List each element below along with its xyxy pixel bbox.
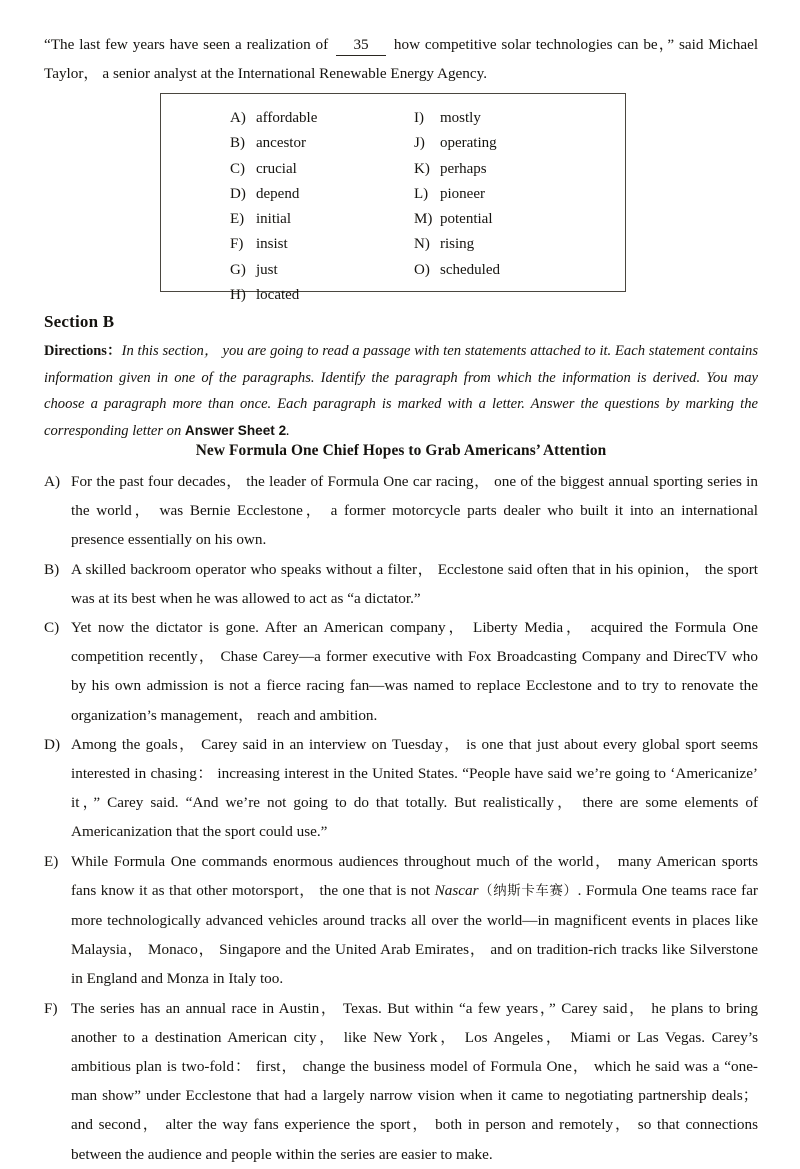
paragraph-d — [44, 730, 758, 847]
word-bank-option[interactable] — [230, 182, 317, 207]
intro-text-before-blank: “The last few years have seen a realization of — [44, 36, 329, 53]
section-heading: Section B — [44, 312, 115, 331]
paragraph-f — [44, 994, 758, 1169]
word-bank-option[interactable] — [230, 106, 317, 131]
option-letter: C) — [230, 160, 245, 177]
word-bank-option[interactable] — [414, 182, 500, 207]
option-word: crucial — [256, 160, 297, 177]
directions-label: Directions： — [44, 343, 122, 359]
option-word: insist — [256, 236, 288, 253]
option-word: depend — [256, 185, 300, 202]
passage-title: New Formula One Chief Hopes to Grab Americans’ Attention — [195, 442, 607, 459]
option-letter: O) — [414, 261, 430, 278]
option-letter: L) — [414, 185, 429, 202]
paragraph-text: Yet now the dictator is gone. After an American company， Liberty Media， acquired the Formula One competition recently， Chase Carey—a former executive with Fox Broadcasting Company and DirecTV who by his own admission is not a fierce racing fan—was named to replace Ecclestone and to try to renovate the organization’s management， reach and ambition. — [71, 619, 758, 724]
intro-text-after-blank: how competitive solar technologies can be，” said — [393, 36, 704, 53]
paragraph-c — [44, 613, 758, 730]
option-word: potential — [440, 211, 493, 228]
paragraph-text: The series has an annual race in Austin， Texas. But within “a few years，” Carey said， he plans to bring another to a destination American city， like New York， Los Angeles， Miami or Las Vegas. Carey’s ambitious plan is two-fold： first， change the business model of Formula One， which he said was a “one-man show” under Ecclestone that had a largely narrow vision when it came to negotiating partnership deals； and second， alter the way fans experience the sport， both in person and remotely， so that connections between the audience and people within the series are easier to make. — [71, 999, 758, 1163]
option-letter: D) — [230, 185, 246, 202]
chinese-gloss: （纳斯卡车赛） — [478, 883, 578, 899]
paragraph-b — [44, 555, 758, 613]
paragraph-letter: D) — [44, 735, 61, 753]
paragraph-letter: F) — [44, 999, 58, 1017]
answer-sheet-label: Answer Sheet 2 — [184, 422, 287, 438]
option-letter: F) — [230, 236, 244, 253]
word-bank-box — [160, 93, 626, 304]
option-word: scheduled — [440, 261, 500, 278]
option-letter: M) — [414, 211, 433, 228]
word-bank-option[interactable] — [414, 258, 500, 283]
option-word: pioneer — [440, 185, 485, 202]
passage-body — [44, 467, 758, 1169]
directions-text-end: . — [286, 422, 290, 439]
option-word: just — [256, 261, 278, 278]
word-bank-option[interactable] — [414, 207, 500, 232]
word-bank-option[interactable] — [230, 207, 317, 232]
word-bank-option[interactable] — [414, 106, 500, 131]
paragraph-text-after-term: . Formula One teams race far more technologically advanced vehicles around tracks all over the world—in magnificent events in places like Malaysia， Monaco， Singapore and the United Arab Emirates， and on tradition-rich tracks like Silverstone in England and Monza in Italy too. — [71, 881, 758, 988]
word-bank-option[interactable] — [230, 157, 317, 182]
intro-line-2: Michael Taylor， a senior analyst at the International Renewable Energy Agency. — [44, 36, 759, 82]
option-letter: E) — [230, 211, 245, 228]
option-letter: H) — [230, 287, 246, 304]
option-letter: G) — [230, 261, 246, 278]
word-bank-option[interactable] — [230, 283, 317, 308]
option-word: initial — [256, 211, 291, 228]
paragraph-e — [44, 847, 758, 994]
word-bank-option[interactable] — [230, 131, 317, 156]
directions-block — [44, 338, 758, 444]
italic-term-nascar: Nascar — [434, 881, 479, 899]
paragraph-letter: C) — [44, 619, 60, 637]
directions-text: In this section， you are going to read a passage with ten statements attached to it. Each statement contains information given in one of the paragraphs. Identify the paragraph from which the information is derived. You may choose a paragraph more than once. Each paragraph is marked with a letter. Answer the questions by marking the corresponding letter on — [44, 343, 758, 439]
option-letter: N) — [414, 236, 430, 253]
intro-quote-block — [44, 30, 758, 88]
option-word: rising — [440, 236, 475, 253]
option-word: mostly — [440, 110, 481, 126]
option-word: operating — [440, 135, 497, 152]
paragraph-text-before-term: While Formula One commands enormous audiences throughout much of the world， many American sports fans know it as that other motorsport， the one that is not — [71, 852, 758, 899]
option-letter: J) — [414, 135, 425, 152]
word-bank-option[interactable] — [230, 232, 317, 257]
paragraph-a — [44, 467, 758, 555]
word-bank-option[interactable] — [414, 131, 500, 156]
word-bank-option[interactable] — [230, 258, 317, 283]
word-bank-option[interactable] — [414, 157, 500, 182]
option-letter: A) — [230, 110, 246, 126]
paragraph-text: Among the goals， Carey said in an interview on Tuesday， is one that just about every global sport seems interested in chasing： increasing interest in the United States. “People have said we’re going to ‘Americanize’ it，” Carey said. “And we’re not going to do that totally. But realistically， there are some elements of Americanization that the sport could use.” — [71, 735, 758, 841]
paragraph-letter: B) — [44, 560, 60, 578]
option-word: perhaps — [440, 160, 487, 177]
word-bank-column-2 — [414, 106, 500, 283]
paragraph-letter: E) — [44, 852, 59, 870]
blank-35[interactable]: 35 — [336, 35, 386, 56]
paragraph-letter: A) — [44, 473, 61, 490]
option-letter: K) — [414, 160, 430, 177]
option-word: located — [256, 287, 300, 304]
paragraph-text: A skilled backroom operator who speaks without a filter， Ecclestone said often that in his opinion， the sport was at its best when he was allowed to act as “a dictator.” — [71, 560, 758, 607]
option-word: affordable — [256, 110, 318, 126]
option-word: ancestor — [256, 135, 306, 152]
option-letter: B) — [230, 135, 245, 152]
paragraph-text: For the past four decades， the leader of Formula One car racing， one of the biggest annual sporting series in the world， was Bernie Ecclestone， a former motorcycle parts dealer who built it into an international presence essentially on his own. — [71, 473, 758, 549]
word-bank-column-1 — [230, 106, 317, 308]
option-letter: I) — [414, 110, 424, 126]
word-bank-option[interactable] — [414, 232, 500, 257]
